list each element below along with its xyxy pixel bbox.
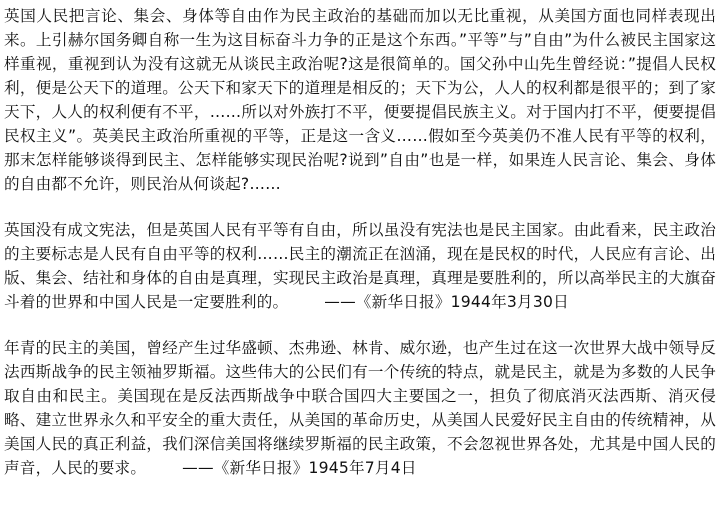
- paragraph-3-text: 年青的民主的美国，曾经产生过华盛顿、杰弗逊、林肯、威尔逊，也产生过在这一次世界大战中领导反法西斯战争的民主领袖罗斯福。这些伟大的公民们有一个传统的特点，就是民主，就是为多数的人民争取自由和民主。美国现在是反法西斯战争中联合国四大主要国之一，担负了彻底消灭法西斯、消灭侵略、建立世界永久和平安全的重大责任，从美国的革命历史，从美国人民爱好民主自由的传统精神，从美国人民的真正利益，我们深信美国将继续罗斯福的民主政策，不会忽视世界各处，尤其是中国人民的声音，人民的要求。: [4, 339, 716, 477]
- paragraph-2-text: 英国没有成文宪法，但是英国人民有平等有自由，所以虽没有宪法也是民主国家。由此看来，民主政治的主要标志是人民有自由平等的权利……民主的潮流正在汹涌，现在是民权的时代，人民应有言论、出版、集会、结社和身体的自由是真理，实现民主政治是真理，真理是要胜利的，所以高举民主的大旗奋斗着的世界和中国人民是一定要胜利的。: [4, 221, 716, 311]
- paragraph-1: [4, 4, 716, 196]
- paragraph-1-text: 英国人民把言论、集会、身体等自由作为民主政治的基础而加以无比重视，从美国方面也同样表现出来。上引赫尔国务卿自称一生为这目标奋斗力争的正是这个东西。”平等”与”自由”为什么被民主国家这样重视，重视到认为没有这就无从谈民主政治呢?这是很简单的。国父孙中山先生曾经说：”提倡人民权利，便是公天下的道理。公天下和家天下的道理是相反的；天下为公，人人的权利都是很平的；到了家天下，人人的权利便有不平，……所以对外族打不平，便要提倡民族主义。对于国内打不平，便要提倡民权主义”。英美民主政治所重视的平等，正是这一含义……假如至今英美仍不准人民有平等的权利，那末怎样能够谈得到民主、怎样能够实现民治呢?说到”自由”也是一样，如果连人民言论、集会、身体的自由都不允许，则民治从何谈起?……: [4, 7, 716, 193]
- paragraph-2-source: ——《新华日报》1944年3月30日: [324, 293, 569, 311]
- paragraph-3: [4, 336, 716, 480]
- paragraph-2: [4, 218, 716, 314]
- document-body: [4, 4, 716, 480]
- paragraph-3-source: ——《新华日报》1945年7月4日: [182, 459, 417, 477]
